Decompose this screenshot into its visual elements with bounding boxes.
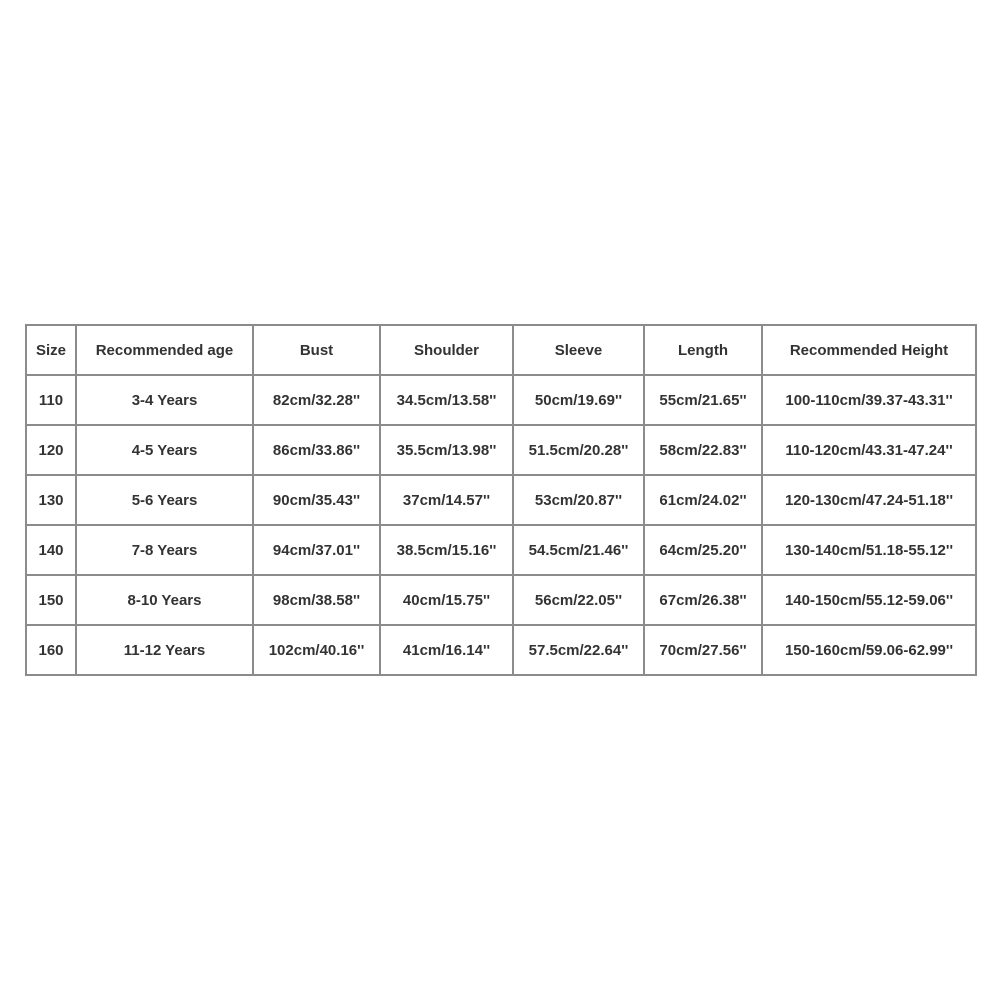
size-chart xyxy=(25,324,975,675)
cell-size: 160 xyxy=(26,625,76,675)
cell-age: 4-5 Years xyxy=(76,425,253,475)
cell-sleeve: 53cm/20.87'' xyxy=(513,475,644,525)
size-table xyxy=(25,324,977,676)
cell-bust: 90cm/35.43'' xyxy=(253,475,380,525)
cell-size: 130 xyxy=(26,475,76,525)
cell-size: 120 xyxy=(26,425,76,475)
table-row xyxy=(26,375,976,425)
cell-sleeve: 50cm/19.69'' xyxy=(513,375,644,425)
cell-size: 140 xyxy=(26,525,76,575)
header-recommended-height: Recommended Height xyxy=(762,325,976,375)
cell-shoulder: 41cm/16.14'' xyxy=(380,625,513,675)
cell-bust: 82cm/32.28'' xyxy=(253,375,380,425)
cell-bust: 102cm/40.16'' xyxy=(253,625,380,675)
table-row xyxy=(26,475,976,525)
cell-age: 7-8 Years xyxy=(76,525,253,575)
cell-height: 100-110cm/39.37-43.31'' xyxy=(762,375,976,425)
cell-height: 120-130cm/47.24-51.18'' xyxy=(762,475,976,525)
header-recommended-age: Recommended age xyxy=(76,325,253,375)
cell-shoulder: 34.5cm/13.58'' xyxy=(380,375,513,425)
cell-shoulder: 37cm/14.57'' xyxy=(380,475,513,525)
cell-sleeve: 57.5cm/22.64'' xyxy=(513,625,644,675)
table-row xyxy=(26,625,976,675)
cell-bust: 94cm/37.01'' xyxy=(253,525,380,575)
cell-bust: 86cm/33.86'' xyxy=(253,425,380,475)
table-row xyxy=(26,525,976,575)
cell-length: 58cm/22.83'' xyxy=(644,425,762,475)
header-row xyxy=(26,325,976,375)
cell-height: 140-150cm/55.12-59.06'' xyxy=(762,575,976,625)
cell-height: 150-160cm/59.06-62.99'' xyxy=(762,625,976,675)
header-bust: Bust xyxy=(253,325,380,375)
cell-height: 130-140cm/51.18-55.12'' xyxy=(762,525,976,575)
cell-length: 67cm/26.38'' xyxy=(644,575,762,625)
cell-length: 55cm/21.65'' xyxy=(644,375,762,425)
cell-age: 5-6 Years xyxy=(76,475,253,525)
cell-size: 110 xyxy=(26,375,76,425)
cell-length: 70cm/27.56'' xyxy=(644,625,762,675)
cell-height: 110-120cm/43.31-47.24'' xyxy=(762,425,976,475)
header-sleeve: Sleeve xyxy=(513,325,644,375)
cell-shoulder: 38.5cm/15.16'' xyxy=(380,525,513,575)
cell-bust: 98cm/38.58'' xyxy=(253,575,380,625)
cell-length: 64cm/25.20'' xyxy=(644,525,762,575)
cell-shoulder: 35.5cm/13.98'' xyxy=(380,425,513,475)
table-row xyxy=(26,575,976,625)
cell-age: 8-10 Years xyxy=(76,575,253,625)
cell-sleeve: 56cm/22.05'' xyxy=(513,575,644,625)
table-row xyxy=(26,425,976,475)
cell-age: 11-12 Years xyxy=(76,625,253,675)
cell-sleeve: 51.5cm/20.28'' xyxy=(513,425,644,475)
cell-length: 61cm/24.02'' xyxy=(644,475,762,525)
header-length: Length xyxy=(644,325,762,375)
cell-size: 150 xyxy=(26,575,76,625)
cell-shoulder: 40cm/15.75'' xyxy=(380,575,513,625)
header-shoulder: Shoulder xyxy=(380,325,513,375)
cell-sleeve: 54.5cm/21.46'' xyxy=(513,525,644,575)
cell-age: 3-4 Years xyxy=(76,375,253,425)
header-size: Size xyxy=(26,325,76,375)
